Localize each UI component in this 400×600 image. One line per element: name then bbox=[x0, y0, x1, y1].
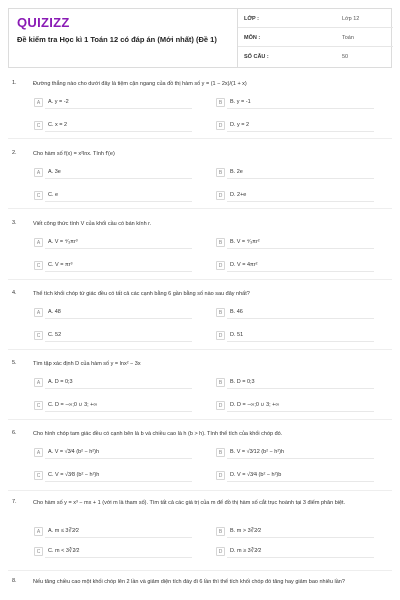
option-text: A. 3e bbox=[48, 169, 61, 175]
option-text: B. 46 bbox=[230, 309, 243, 315]
answer-line bbox=[45, 271, 192, 272]
option-text: D. V = 4πr² bbox=[230, 262, 258, 268]
option-d[interactable] bbox=[216, 401, 374, 412]
option-letter: D bbox=[216, 191, 225, 200]
option-letter: D bbox=[216, 401, 225, 410]
answer-line bbox=[45, 537, 192, 538]
option-letter: D bbox=[216, 121, 225, 130]
option-letter: B bbox=[216, 98, 225, 107]
document-title: Đề kiểm tra Học kì 1 Toán 12 có đáp án (Mới nhất) (Đề 1) bbox=[17, 35, 217, 44]
answer-line bbox=[45, 201, 192, 202]
question-text: Nếu tăng chiều cao một khối chóp lên 2 lần và giảm diện tích đáy đi 6 lần thì thể tích khối chóp đó tăng hay giảm bao nhiêu lần? bbox=[33, 579, 345, 585]
option-b[interactable] bbox=[216, 448, 374, 459]
question-separator bbox=[8, 208, 392, 209]
option-letter: B bbox=[216, 378, 225, 387]
option-text: D. V = √3⁄4 (b² − h²)b bbox=[230, 472, 282, 478]
option-a[interactable] bbox=[34, 168, 192, 179]
option-text: C. 52 bbox=[48, 332, 62, 338]
answer-line bbox=[45, 557, 192, 558]
option-letter: A bbox=[34, 238, 43, 247]
option-text: D. 2+e bbox=[230, 192, 247, 198]
option-text: D. m ≥ 3∛2⁄2 bbox=[230, 548, 262, 554]
option-letter: B bbox=[216, 168, 225, 177]
option-b[interactable] bbox=[216, 168, 374, 179]
option-c[interactable] bbox=[34, 547, 192, 558]
answer-line bbox=[45, 131, 192, 132]
option-d[interactable] bbox=[216, 191, 374, 202]
option-b[interactable] bbox=[216, 527, 374, 538]
answer-line bbox=[45, 481, 192, 482]
question-text: Đường thẳng nào cho dưới đây là tiệm cận ngang của đồ thị hàm số y = (1 − 2x)/(1 + x) bbox=[33, 81, 247, 87]
option-text: A. D = 0;3 bbox=[48, 379, 73, 385]
answer-line bbox=[45, 318, 192, 319]
option-b[interactable] bbox=[216, 378, 374, 389]
option-letter: C bbox=[34, 401, 43, 410]
meta-row-class bbox=[238, 9, 393, 28]
option-letter: A bbox=[34, 378, 43, 387]
meta-value: 50 bbox=[342, 54, 349, 60]
option-letter: D bbox=[216, 471, 225, 480]
answer-line bbox=[45, 341, 192, 342]
answer-line bbox=[227, 388, 374, 389]
option-text: C. V = πr³ bbox=[48, 262, 73, 268]
answer-line bbox=[45, 248, 192, 249]
option-text: B. V = √3⁄12 (b² − h²)h bbox=[230, 449, 285, 455]
option-a[interactable] bbox=[34, 98, 192, 109]
option-text: B. 2e bbox=[230, 169, 243, 175]
option-letter: D bbox=[216, 547, 225, 556]
option-text: B. y = -1 bbox=[230, 99, 251, 105]
meta-table bbox=[237, 9, 392, 67]
option-text: D. 51 bbox=[230, 332, 244, 338]
meta-value: Lớp 12 bbox=[342, 16, 360, 22]
meta-row-subject bbox=[238, 28, 393, 47]
option-text: B. D = 0;3 bbox=[230, 379, 255, 385]
question-separator bbox=[8, 279, 392, 280]
option-letter: C bbox=[34, 471, 43, 480]
option-c[interactable] bbox=[34, 261, 192, 272]
answer-line bbox=[45, 388, 192, 389]
question-text: Viết công thức tính V của khối cầu có bán kính r. bbox=[33, 221, 152, 227]
option-c[interactable] bbox=[34, 331, 192, 342]
question-text: Cho hình chóp tam giác đều có cạnh bên là b và chiều cao là h (b > h). Tính thể tích của khối chóp đó. bbox=[33, 431, 283, 437]
question-number: 8. bbox=[12, 578, 17, 584]
option-c[interactable] bbox=[34, 121, 192, 132]
answer-line bbox=[227, 178, 374, 179]
option-letter: B bbox=[216, 448, 225, 457]
option-letter: C bbox=[34, 261, 43, 270]
question-separator bbox=[8, 419, 392, 420]
option-d[interactable] bbox=[216, 547, 374, 558]
option-a[interactable] bbox=[34, 308, 192, 319]
option-letter: B bbox=[216, 238, 225, 247]
option-a[interactable] bbox=[34, 378, 192, 389]
answer-line bbox=[227, 458, 374, 459]
question-number: 7. bbox=[12, 499, 17, 505]
option-text: C. D = −∞;0 ∪ 3; +∞ bbox=[48, 402, 98, 408]
answer-line bbox=[227, 108, 374, 109]
question-number: 2. bbox=[12, 150, 17, 156]
option-letter: A bbox=[34, 527, 43, 536]
option-letter: B bbox=[216, 308, 225, 317]
option-text: A. m ≤ 3∛2⁄2 bbox=[48, 528, 79, 534]
answer-line bbox=[45, 458, 192, 459]
answer-line bbox=[227, 248, 374, 249]
option-a[interactable] bbox=[34, 238, 192, 249]
question-separator bbox=[8, 349, 392, 350]
question-separator bbox=[8, 570, 392, 571]
option-c[interactable] bbox=[34, 471, 192, 482]
quizizz-logo: QUIZIZZ bbox=[17, 15, 70, 30]
answer-line bbox=[227, 131, 374, 132]
option-d[interactable] bbox=[216, 261, 374, 272]
option-letter: B bbox=[216, 527, 225, 536]
meta-label: LỚP : bbox=[244, 16, 259, 22]
answer-line bbox=[227, 537, 374, 538]
question-number: 5. bbox=[12, 360, 17, 366]
option-text: D. y = 2 bbox=[230, 122, 250, 128]
meta-row-count bbox=[238, 47, 393, 66]
answer-line bbox=[45, 108, 192, 109]
answer-line bbox=[227, 481, 374, 482]
option-a[interactable] bbox=[34, 448, 192, 459]
question-text: Cho hàm số y = x³ − mx + 1 (với m là tham số). Tìm tất cả các giá trị của m để đồ thị hàm số cắt trục hoành tại 3 điểm phân biệt. bbox=[33, 500, 346, 506]
option-text: C. m < 3∛2⁄2 bbox=[48, 548, 80, 554]
option-b[interactable] bbox=[216, 98, 374, 109]
answer-line bbox=[227, 271, 374, 272]
option-b[interactable] bbox=[216, 308, 374, 319]
answer-line bbox=[45, 178, 192, 179]
option-letter: A bbox=[34, 168, 43, 177]
option-letter: D bbox=[216, 261, 225, 270]
option-text: C. x = 2 bbox=[48, 122, 68, 128]
option-letter: C bbox=[34, 191, 43, 200]
option-c[interactable] bbox=[34, 191, 192, 202]
answer-line bbox=[227, 557, 374, 558]
option-letter: C bbox=[34, 121, 43, 130]
answer-line bbox=[227, 201, 374, 202]
option-text: D. D = −∞;0 ∪ 3; +∞ bbox=[230, 402, 280, 408]
option-letter: D bbox=[216, 331, 225, 340]
document-header bbox=[8, 8, 392, 68]
option-text: A. V = ⁴⁄₃πr³ bbox=[48, 239, 78, 245]
answer-line bbox=[227, 341, 374, 342]
answer-line bbox=[45, 411, 192, 412]
question-number: 1. bbox=[12, 80, 17, 86]
meta-label: SỐ CÂU : bbox=[244, 54, 269, 60]
option-text: A. 48 bbox=[48, 309, 61, 315]
question-number: 4. bbox=[12, 290, 17, 296]
option-text: B. V = ⁴⁄₃πr² bbox=[230, 239, 260, 245]
question-number: 3. bbox=[12, 220, 17, 226]
question-separator bbox=[8, 490, 392, 491]
option-text: C. e bbox=[48, 192, 59, 198]
question-text: Thể tích khối chóp tứ giác đều có tất cả các cạnh bằng 6 gần bằng số nào sau đây nhất? bbox=[33, 291, 250, 297]
option-letter: C bbox=[34, 547, 43, 556]
option-letter: C bbox=[34, 331, 43, 340]
option-text: B. m > 3∛2⁄2 bbox=[230, 528, 262, 534]
option-c[interactable] bbox=[34, 401, 192, 412]
question-separator bbox=[8, 138, 392, 139]
option-d[interactable] bbox=[216, 121, 374, 132]
meta-value: Toán bbox=[342, 35, 354, 41]
option-letter: A bbox=[34, 448, 43, 457]
question-number: 6. bbox=[12, 430, 17, 436]
answer-line bbox=[227, 411, 374, 412]
option-text: A. y = -2 bbox=[48, 99, 69, 105]
option-letter: A bbox=[34, 98, 43, 107]
answer-line bbox=[227, 318, 374, 319]
option-text: C. V = √3⁄8 (b² − h²)h bbox=[48, 472, 100, 478]
meta-label: MÔN : bbox=[244, 35, 261, 41]
question-text: Cho hàm số f(x) = x²lnx. Tính f′(e) bbox=[33, 151, 115, 157]
option-b[interactable] bbox=[216, 238, 374, 249]
option-letter: A bbox=[34, 308, 43, 317]
option-d[interactable] bbox=[216, 331, 374, 342]
question-text: Tìm tập xác định D của hàm số y = lnx² − 3x bbox=[33, 361, 141, 367]
option-a[interactable] bbox=[34, 527, 192, 538]
option-text: A. V = √3⁄4 (b² − h²)h bbox=[48, 449, 100, 455]
option-d[interactable] bbox=[216, 471, 374, 482]
